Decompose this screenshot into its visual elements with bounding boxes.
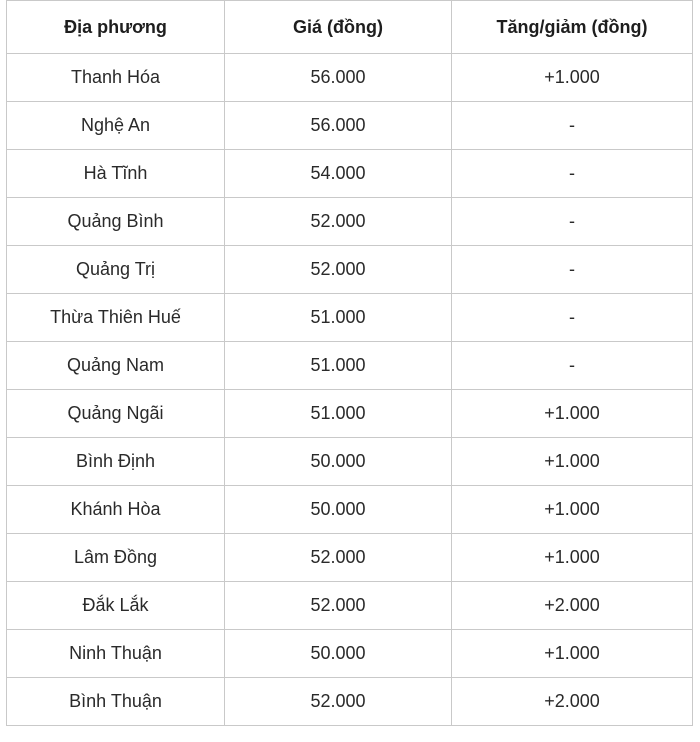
table-row bbox=[7, 54, 693, 102]
table-row bbox=[7, 150, 693, 198]
cell-change: +1.000 bbox=[452, 390, 693, 438]
cell-price: 51.000 bbox=[225, 390, 452, 438]
table-row bbox=[7, 390, 693, 438]
cell-price: 50.000 bbox=[225, 630, 452, 678]
cell-location: Khánh Hòa bbox=[7, 486, 225, 534]
cell-price: 56.000 bbox=[225, 54, 452, 102]
cell-price: 52.000 bbox=[225, 678, 452, 726]
header-change: Tăng/giảm (đồng) bbox=[452, 1, 693, 54]
table-row bbox=[7, 102, 693, 150]
cell-change: - bbox=[452, 198, 693, 246]
table-row bbox=[7, 678, 693, 726]
cell-change: +2.000 bbox=[452, 582, 693, 630]
cell-change: +2.000 bbox=[452, 678, 693, 726]
table-row bbox=[7, 486, 693, 534]
table-row bbox=[7, 198, 693, 246]
table-container bbox=[6, 0, 692, 726]
cell-change: - bbox=[452, 294, 693, 342]
cell-location: Thanh Hóa bbox=[7, 54, 225, 102]
table-row bbox=[7, 342, 693, 390]
cell-price: 54.000 bbox=[225, 150, 452, 198]
cell-price: 50.000 bbox=[225, 486, 452, 534]
table-row bbox=[7, 246, 693, 294]
cell-change: +1.000 bbox=[452, 486, 693, 534]
cell-location: Quảng Nam bbox=[7, 342, 225, 390]
header-price: Giá (đồng) bbox=[225, 1, 452, 54]
cell-location: Bình Thuận bbox=[7, 678, 225, 726]
cell-price: 51.000 bbox=[225, 294, 452, 342]
cell-location: Quảng Ngãi bbox=[7, 390, 225, 438]
cell-location: Ninh Thuận bbox=[7, 630, 225, 678]
cell-location: Nghệ An bbox=[7, 102, 225, 150]
table-row bbox=[7, 630, 693, 678]
table-row bbox=[7, 438, 693, 486]
cell-price: 56.000 bbox=[225, 102, 452, 150]
cell-change: - bbox=[452, 342, 693, 390]
cell-change: - bbox=[452, 246, 693, 294]
cell-location: Lâm Đồng bbox=[7, 534, 225, 582]
cell-location: Bình Định bbox=[7, 438, 225, 486]
header-location: Địa phương bbox=[7, 1, 225, 54]
cell-change: - bbox=[452, 102, 693, 150]
price-table bbox=[6, 0, 693, 726]
cell-location: Đắk Lắk bbox=[7, 582, 225, 630]
header-row bbox=[7, 1, 693, 54]
cell-location: Hà Tĩnh bbox=[7, 150, 225, 198]
cell-price: 52.000 bbox=[225, 582, 452, 630]
cell-price: 52.000 bbox=[225, 246, 452, 294]
table-row bbox=[7, 534, 693, 582]
cell-location: Quảng Trị bbox=[7, 246, 225, 294]
cell-price: 52.000 bbox=[225, 534, 452, 582]
cell-change: +1.000 bbox=[452, 54, 693, 102]
cell-price: 52.000 bbox=[225, 198, 452, 246]
cell-location: Thừa Thiên Huế bbox=[7, 294, 225, 342]
table-row bbox=[7, 582, 693, 630]
table-body bbox=[7, 54, 693, 726]
cell-price: 50.000 bbox=[225, 438, 452, 486]
cell-change: +1.000 bbox=[452, 534, 693, 582]
table-header bbox=[7, 1, 693, 54]
cell-location: Quảng Bình bbox=[7, 198, 225, 246]
table-row bbox=[7, 294, 693, 342]
cell-change: +1.000 bbox=[452, 438, 693, 486]
cell-price: 51.000 bbox=[225, 342, 452, 390]
cell-change: +1.000 bbox=[452, 630, 693, 678]
cell-change: - bbox=[452, 150, 693, 198]
